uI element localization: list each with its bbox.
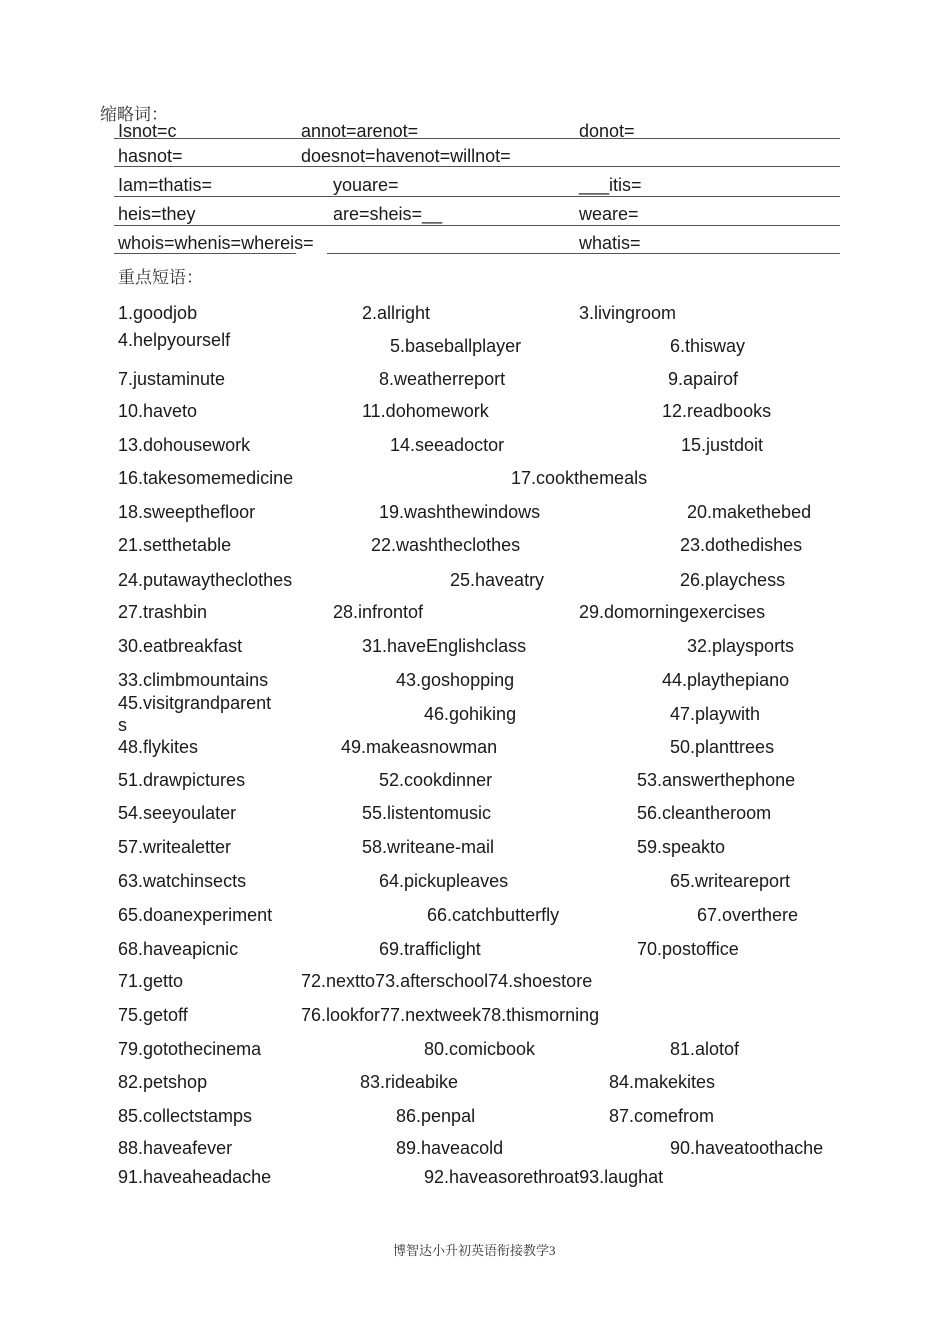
page-footer: 博智达小升初英语衔接教学3 [393,1243,556,1258]
abbr-cell: whatis= [579,233,641,253]
phrase-item: 90.haveatoothache [670,1138,824,1158]
phrase-item: 24.putawaytheclothes [118,570,293,590]
phrase-item: 48.flykites [118,737,199,757]
phrase-item: 67.overthere [697,905,799,925]
phrase-item: 33.climbmountains [118,670,269,690]
abbr-cell: donot= [579,121,635,141]
table-rule [114,166,840,167]
phrase-item: 76.lookfor77.nextweek78.thismorning [301,1005,600,1025]
phrase-item: 50.planttrees [670,737,775,757]
phrase-item: 1.goodjob [118,303,198,323]
phrase-item: 20.makethebed [687,502,812,522]
abbr-cell: hasnot= [118,146,183,166]
phrase-item: 80.comicbook [424,1039,536,1059]
phrase-item: 63.watchinsects [118,871,247,891]
phrase-item: 3.livingroom [579,303,677,323]
phrase-item: 16.takesomemedicine [118,468,294,488]
phrase-item: 4.helpyourself [118,330,231,350]
abbr-cell: doesnot=havenot=willnot= [301,146,511,166]
phrase-item: 9.apairof [668,369,739,389]
phrase-item: 8.weatherreport [379,369,506,389]
phrase-item: 2.allright [362,303,431,323]
table-rule [114,225,840,226]
phrase-item: 28.infrontof [333,602,424,622]
phrase-item: 13.dohousework [118,435,251,455]
phrase-item: 84.makekites [609,1072,716,1092]
phrase-item: 11.dohomework [362,401,489,421]
phrase-item: 27.trashbin [118,602,208,622]
phrase-item: 91.haveaheadache [118,1167,272,1187]
phrase-item: 64.pickupleaves [379,871,509,891]
phrase-item: 70.postoffice [637,939,739,959]
phrase-item: 32.playsports [687,636,795,656]
phrase-item: 52.cookdinner [379,770,493,790]
abbr-cell: ___itis= [579,175,642,195]
phrase-item: 10.haveto [118,401,198,421]
phrase-item: 68.haveapicnic [118,939,239,959]
phrase-item: 47.playwith [670,704,761,724]
abbr-cell: Isnot=c [118,121,177,141]
phrase-item: 17.cookthemeals [511,468,648,488]
phrase-item: 87.comefrom [609,1106,715,1126]
phrase-item: 71.getto [118,971,184,991]
phrase-item: 72.nextto73.afterschool74.shoestore [301,971,593,991]
table-rule [114,196,840,197]
phrase-item: 43.goshopping [396,670,515,690]
abbr-cell: annot=arenot= [301,121,419,141]
phrase-item: 85.collectstamps [118,1106,253,1126]
phrase-item: 58.writeane-mail [362,837,495,857]
phrase-item: 19.washthewindows [379,502,541,522]
abbr-cell: are=sheis=__ [333,204,443,224]
phrase-item: 18.sweepthefloor [118,502,256,522]
phrase-item-overflow: s [118,715,127,735]
phrase-item: 23.dothedishes [680,535,803,555]
phrase-item: 81.alotof [670,1039,740,1059]
phrase-item: 89.haveacold [396,1138,504,1158]
phrase-item: 46.gohiking [424,704,517,724]
phrase-item: 14.seeadoctor [390,435,505,455]
phrase-item: 22.washtheclothes [371,535,521,555]
table-rule [327,253,840,254]
table-rule [114,253,296,254]
phrase-item: 29.domorningexercises [579,602,766,622]
phrase-item: 53.answerthephone [637,770,796,790]
phrases-heading: 重点短语： [118,268,203,287]
phrase-item: 15.justdoit [681,435,764,455]
phrase-item: 83.rideabike [360,1072,459,1092]
phrase-item: 12.readbooks [662,401,772,421]
phrase-item: 79.gotothecinema [118,1039,262,1059]
phrase-item: 86.penpal [396,1106,476,1126]
abbr-cell: whois=whenis=whereis= [118,233,314,253]
phrase-item: 75.getoff [118,1005,188,1025]
abbr-cell: weare= [579,204,639,224]
phrase-item: 55.listentomusic [362,803,492,823]
phrase-item: 5.baseballplayer [390,336,522,356]
phrase-item: 65.doanexperiment [118,905,273,925]
phrase-item: 45.visitgrandparent [118,693,272,713]
phrase-item: 51.drawpictures [118,770,246,790]
phrase-item: 88.haveafever [118,1138,233,1158]
phrase-item: 69.trafficlight [379,939,481,959]
phrase-item: 54.seeyoulater [118,803,237,823]
phrase-item: 65.writeareport [670,871,791,891]
table-rule [114,138,840,139]
phrase-item: 56.cleantheroom [637,803,772,823]
phrase-item: 30.eatbreakfast [118,636,243,656]
abbr-cell: youare= [333,175,399,195]
phrase-item: 92.haveasorethroat93.laughat [424,1167,664,1187]
phrase-item: 26.playchess [680,570,786,590]
phrase-item: 59.speakto [637,837,726,857]
phrase-item: 21.setthetable [118,535,232,555]
phrase-item: 49.makeasnowman [341,737,498,757]
phrase-item: 25.haveatry [450,570,545,590]
phrase-item: 7.justaminute [118,369,226,389]
phrase-item: 57.writealetter [118,837,232,857]
phrase-item: 66.catchbutterfly [427,905,560,925]
phrase-item: 82.petshop [118,1072,208,1092]
phrase-item: 6.thisway [670,336,746,356]
abbreviations-heading: 缩略词： [100,105,168,124]
abbr-cell: heis=they [118,204,196,224]
abbr-cell: Iam=thatis= [118,175,213,195]
phrase-item: 31.haveEnglishclass [362,636,527,656]
phrase-item: 44.playthepiano [662,670,790,690]
